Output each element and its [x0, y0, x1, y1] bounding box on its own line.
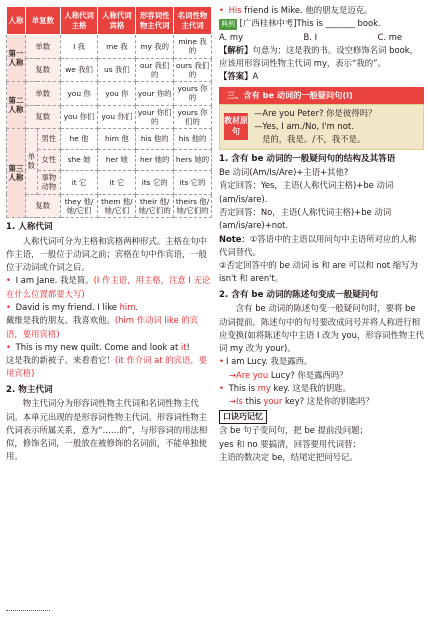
table-cell: them 他/她/它们	[98, 194, 136, 218]
options	[219, 31, 424, 44]
table-cell: my 我的	[136, 35, 174, 59]
note: ②否定回答中的 be 动词 is 和 are 可以和 not 缩写为 isn't 和 aren't。	[219, 260, 418, 284]
table-row	[7, 171, 212, 195]
question-text: [广西桂林中考]This is _______ book.	[239, 18, 381, 29]
example-translation	[6, 314, 212, 341]
highlight-word: your	[263, 396, 283, 407]
table-cell: it 它	[98, 171, 136, 195]
table-cell: our 我们的	[136, 58, 174, 82]
example-text: David is my friend. I like	[15, 301, 120, 312]
highlight-word: my	[257, 382, 271, 393]
decorative-dotted-line	[6, 610, 50, 611]
pronoun-table	[6, 6, 212, 218]
table-cell: you 你	[98, 82, 136, 106]
table-row	[7, 35, 212, 59]
table-cell: we 我们	[60, 58, 98, 82]
table-cell: it 它	[60, 171, 98, 195]
table-cell: yours 你的	[174, 82, 212, 106]
table-cell: your 你的	[136, 82, 174, 106]
structure-line: 否定回答：No，主语(人称代词主格)+be 动词(am/is/are)+not.	[219, 206, 392, 231]
box-line: —Are you Peter? 你是彼得吗？	[254, 107, 377, 118]
gender-cell: 男性	[37, 129, 60, 150]
table-cell: hers 她的	[174, 150, 212, 171]
answer-text: A	[252, 71, 259, 82]
option: B. I	[303, 31, 318, 42]
number-cell: 单数	[25, 35, 60, 59]
table-header: 人称	[7, 7, 26, 35]
example-text: This is my new quilt. Come and look at	[15, 341, 181, 352]
group-cell: 第一人称	[7, 35, 26, 82]
option: C. me	[377, 31, 402, 42]
note	[219, 233, 424, 260]
example-question	[219, 395, 424, 408]
answer-label: 【答案】	[219, 71, 253, 82]
table-cell: its 它的	[174, 171, 212, 195]
table-cell: mine 我的	[174, 35, 212, 59]
example-translation	[6, 354, 212, 381]
note-text: ①答语中的主语以用问句中主语所对应的人称代词替代。	[219, 233, 417, 257]
table-cell: her 她	[98, 150, 136, 171]
table-row	[7, 82, 212, 106]
table-cell: his 他的	[174, 129, 212, 150]
highlight-word: him	[119, 301, 136, 312]
highlight-word: Is	[236, 396, 243, 407]
example-text: This is	[228, 382, 258, 393]
example-tag: 典例	[221, 20, 235, 29]
mnemonic-line: 含 be 句子变问句，把 be 提前没问题；	[219, 425, 368, 436]
table-header: 单复数	[25, 7, 60, 35]
table-row	[7, 150, 212, 171]
section-banner: 三、含有 be 动词的一般疑问句(Ⅰ)	[219, 87, 424, 104]
example-text: Lucy? 你是露西吗？	[268, 369, 348, 380]
paragraph: 物主代词分为形容词性物主代词和名词性物主代词。本单元出现的是形容词性物主代词。形容词性物主代词表示所属关系，意为“……的”，与形容词的用法相似，修饰名词，一般放在被修饰的名词前，不能单独使用。	[6, 398, 208, 462]
box-line: 是的，我是。/不，我不是。	[262, 134, 366, 145]
table-cell: me 我	[98, 35, 136, 59]
example-text: key? 这是你的钥匙吗？	[282, 396, 374, 407]
section-heading: 2. 物主代词	[6, 384, 53, 395]
mnemonic-line: 主语的数决定 be，结尾定把问号记。	[219, 452, 358, 463]
highlight-word: Are you	[236, 369, 269, 380]
structure-line: 肯定回答：Yes，主语(人称代词主格)+be 动词(am/is/are).	[219, 180, 394, 204]
table-cell: he 他	[60, 129, 98, 150]
table-header: 人称代词宾格	[98, 7, 136, 35]
example-item: • I am Lucy. 我是露西。	[219, 355, 424, 368]
box-content	[254, 107, 376, 147]
table-row	[7, 105, 212, 129]
note-label: Note：	[219, 233, 250, 244]
paragraph: 人称代词可分为主格和宾格两种形式。主格在句中作主语，一般位于动词之前；宾格在句中作宾语，一般位于动词或介词之后。	[6, 235, 208, 273]
example-note: (him 作动词 like 的宾语，要用宾格)	[6, 315, 199, 339]
question	[219, 17, 424, 30]
answer	[219, 70, 424, 83]
gender-cell: 事物动物	[37, 171, 60, 195]
number-cell: 复数	[25, 58, 60, 82]
section-heading: 2. 含有 be 动词的陈述句变成一般疑问句	[219, 289, 379, 300]
box-line: —Yes, I am./No, I'm not.	[254, 120, 354, 131]
table-row	[7, 194, 212, 218]
table-cell: they 他/她/它们	[60, 194, 98, 218]
number-cell: 单数	[25, 129, 37, 195]
number-cell: 复数	[25, 194, 60, 218]
analysis-text: 句意为：这是我的书。设空修饰名词 book，应该用形容词性物主代词 my，表示“我的”。	[219, 44, 418, 69]
group-cell: 第二人称	[7, 82, 26, 129]
example-item: • This is my new quilt. Come and look at it!	[6, 341, 212, 354]
table-cell: its 它的	[136, 171, 174, 195]
table-cell: your 你们的	[136, 105, 174, 129]
right-column	[219, 4, 424, 464]
table-cell: ours 我们的	[174, 58, 212, 82]
table-row	[7, 58, 212, 82]
mnemonic-line: yes 和 no 要搞清，回答要用代词替；	[219, 438, 361, 449]
highlight-word: it	[180, 341, 187, 352]
table-cell: us 我们	[98, 58, 136, 82]
table-header: 人称代词主格	[60, 7, 98, 35]
example-question	[219, 369, 424, 382]
box-label: 教材原句	[224, 113, 248, 140]
table-cell: you 你	[60, 82, 98, 106]
example-item	[219, 4, 424, 17]
example-text: I am Jane. 我是简。	[15, 275, 94, 286]
table-header-row	[7, 7, 212, 35]
highlight-word: His	[228, 5, 242, 15]
example-note: (it 作介词 at 的宾语，要用宾格)	[6, 355, 208, 379]
number-cell: 单数	[25, 82, 60, 106]
example-item: • David is my friend. I like him.	[6, 301, 212, 314]
table-cell: her 她的	[136, 150, 174, 171]
table-cell: their 他/她/它们的	[136, 194, 174, 218]
translation-text: 这是我的新被子。来看看它！	[6, 355, 115, 366]
paragraph: 含有 be 动词的陈述句变一般疑问句时，要将 be 动词提前，陈述句中的句号要改成问号并将人称进行相应变换(如将陈述句中主语 I 改为 you，形容词性物主代词 my 改为 your)。	[219, 303, 424, 354]
mnemonic-title: 口诀巧记忆	[219, 410, 267, 424]
group-cell: 第三人称	[7, 129, 26, 218]
table-header: 形容词性物主代词	[136, 7, 174, 35]
option: A. my	[219, 31, 244, 42]
number-cell: 复数	[25, 105, 60, 129]
gender-cell: 女性	[37, 150, 60, 171]
example-item	[219, 382, 424, 395]
arrow-icon: →	[229, 369, 237, 380]
translation-text: 戴维是我的朋友。我喜欢他。	[6, 315, 115, 326]
table-cell: she 她	[60, 150, 98, 171]
example-item	[6, 274, 212, 301]
example-text: key. 这是我的钥匙。	[270, 382, 351, 393]
analysis	[219, 44, 424, 71]
table-cell: him 他	[98, 129, 136, 150]
table-cell: you 你们	[98, 105, 136, 129]
table-cell: you 你们	[60, 105, 98, 129]
mnemonic-title-wrap	[219, 410, 424, 424]
table-row	[7, 129, 212, 150]
section-heading: 1. 含有 be 动词的一般疑问句的结构及其答语	[219, 153, 396, 164]
structure-line: Be 动词(Am/Is/Are)+主语+其他?	[219, 167, 349, 178]
textbook-sentence-box	[219, 104, 424, 150]
left-column	[6, 6, 212, 464]
example-text: this	[242, 396, 264, 407]
table-header: 名词性物主代词	[174, 7, 212, 35]
table-cell: his 他的	[136, 129, 174, 150]
example-note: (I 作主语，用主格，注意 I 无论在什么位置都要大写)	[6, 275, 211, 299]
table-cell: yours 你们的	[174, 105, 212, 129]
table-cell: theirs 他/她/它们的	[174, 194, 212, 218]
analysis-label: 【解析】	[219, 44, 253, 55]
example-text: friend is Mike. 他的朋友是迈克。	[241, 5, 373, 15]
section-heading: 1. 人称代词	[6, 222, 53, 232]
arrow-icon: →	[229, 396, 237, 407]
table-cell: I 我	[60, 35, 98, 59]
